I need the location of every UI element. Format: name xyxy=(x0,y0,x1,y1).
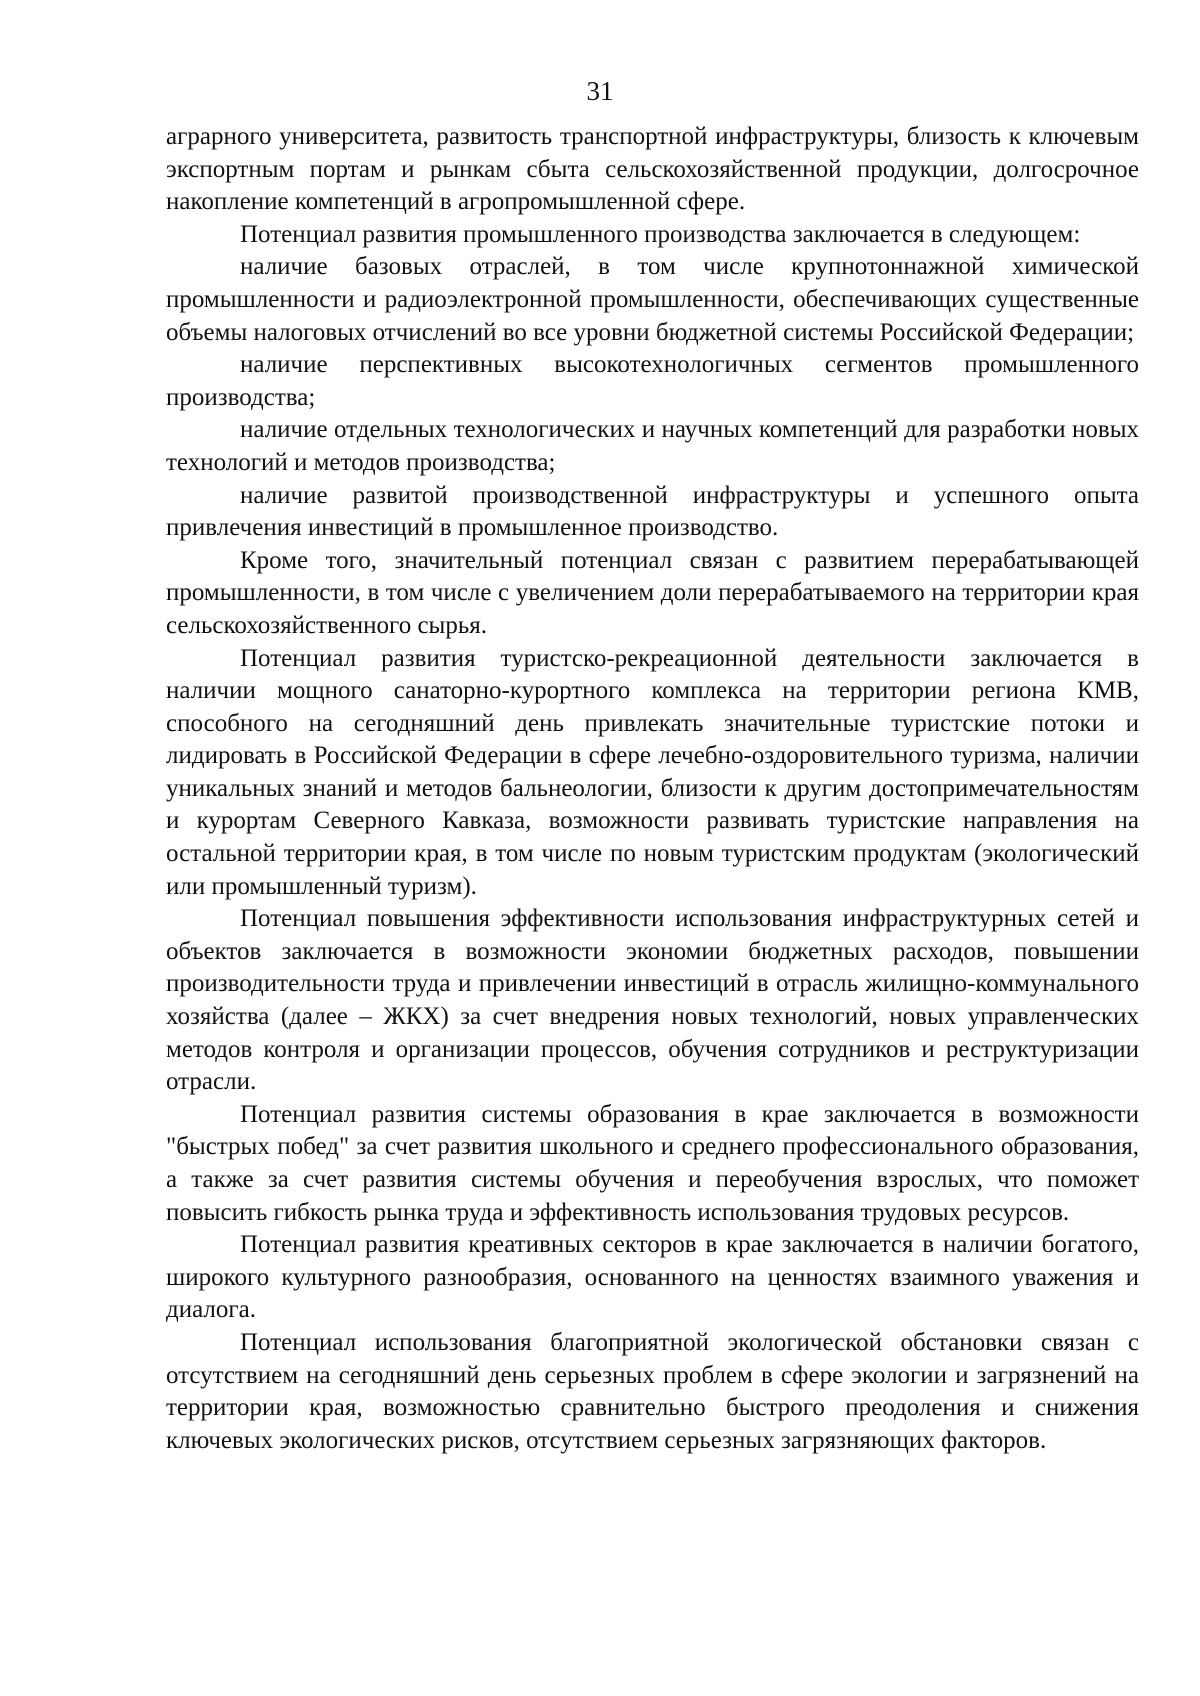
paragraph-utilities: Потенциал повышения эффективности использования инфраструктурных сетей и объектов заключается в возможности экономии бюджетных расходов, повышении производительности труда и привлечении инвестиций в отрасль жилищно-коммунального хозяйства (далее – ЖКХ) за счет внедрения новых технологий, новых управленческих методов контроля и организации процессов, обучения сотрудников и реструктуризации отрасли. xyxy=(166,905,1139,1096)
paragraph-continuation: аграрного университета, развитость транспортной инфраструктуры, близость к ключевым экспортным портам и рынкам сбыта сельскохозяйственной продукции, долгосрочное накопление компетенций в агропромышленной сфере. xyxy=(166,123,1139,216)
paragraph-tourism: Потенциал развития туристско-рекреационной деятельности заключается в наличии мощного санаторно-курортного комплекса на территории региона КМВ, способного на сегодняшний день привлекать значительные туристские потоки и лидировать в Российской Федерации в сфере лечебно-оздоровительного туризма, наличии уникальных знаний и методов бальнеологии, близости к другим достопримечательностям и курортам Северного Кавказа, возможности развивать туристские направления на остальной территории края, в том числе по новым туристским продуктам (экологический или промышленный туризм). xyxy=(166,644,1139,900)
paragraph-ecology: Потенциал использования благоприятной экологической обстановки связан с отсутствием на сегодняшний день серьезных проблем в сфере экологии и загрязнений на территории края, возможностью сравнительно быстрого преодоления и снижения ключевых экологических рисков, отсутствием серьезных загрязняющих факторов. xyxy=(166,1328,1139,1454)
list-item-infrastructure: наличие развитой производственной инфраструктуры и успешного опыта привлечения инвестиций в промышленное производство. xyxy=(166,481,1139,542)
list-item-hightech-segments: наличие перспективных высокотехнологичных сегментов промышленного производства; xyxy=(166,351,1139,411)
paragraph-education: Потенциал развития системы образования в крае заключается в возможности "быстрых побед" за счет развития школьного и среднего профессионального образования, а также за счет развития системы обучения и переобучения взрослых, что поможет повысить гибкость рынка труда и эффективность использования трудовых ресурсов. xyxy=(166,1100,1139,1226)
paragraph-industrial-intro: Потенциал развития промышленного производства заключается в следующем: xyxy=(240,220,1081,248)
document-body xyxy=(166,121,1139,1457)
paragraph-creative-sectors: Потенциал развития креативных секторов в крае заключается в наличии богатого, широкого культурного разнообразия, основанного на ценностях взаимного уважения и диалога. xyxy=(166,1231,1139,1324)
list-item-competencies: наличие отдельных технологических и научных компетенций для разработки новых технологий и методов производства; xyxy=(166,416,1139,476)
paragraph-processing-industry: Кроме того, значительный потенциал связан с развитием перерабатывающей промышленности, в том числе с увеличением доли перерабатываемого на территории края сельскохозяйственного сырья. xyxy=(166,546,1139,639)
list-item-base-industries: наличие базовых отраслей, в том числе крупнотоннажной химической промышленности и радиоэлектронной промышленности, обеспечивающих существенные объемы налоговых отчислений во все уровни бюджетной системы Российской Федерации; xyxy=(166,253,1139,346)
page-number: 31 xyxy=(586,76,614,106)
